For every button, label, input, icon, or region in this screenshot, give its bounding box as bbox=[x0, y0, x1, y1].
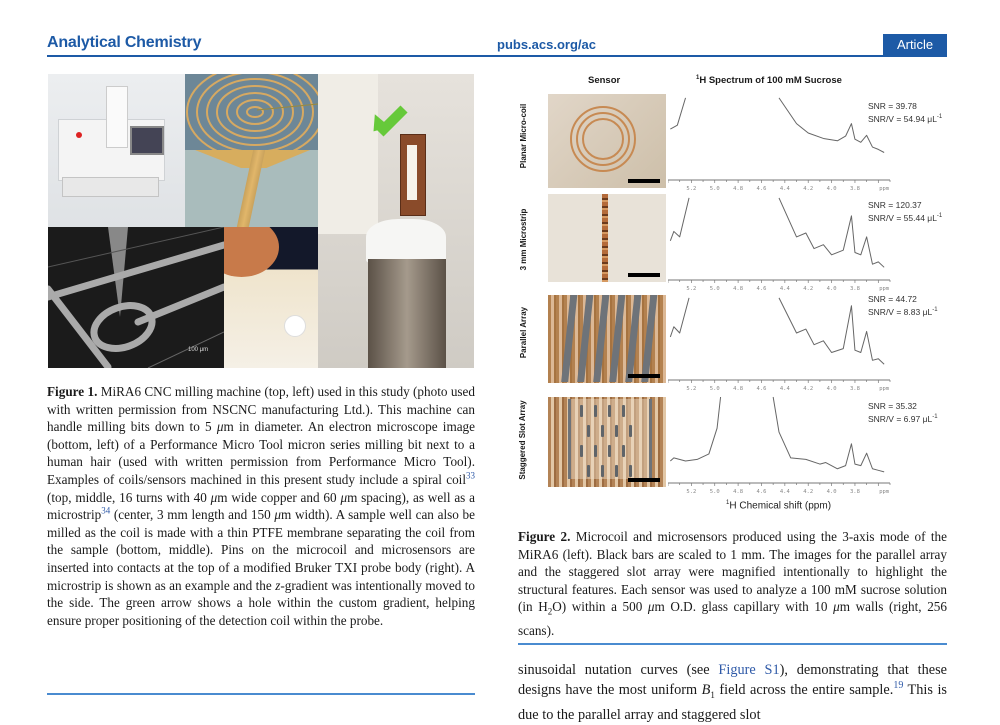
x-tick-label: 5.0 bbox=[709, 386, 720, 392]
figure2 bbox=[516, 70, 948, 520]
snrv-exponent: -1 bbox=[936, 213, 943, 219]
x-tick-label: 5.0 bbox=[709, 286, 720, 292]
x-tick-label: 3.8 bbox=[849, 186, 860, 192]
caption-mu: μ bbox=[274, 507, 281, 523]
snrv-exponent: -1 bbox=[936, 114, 943, 120]
spectrum-title-text: H Spectrum of 100 mM Sucrose bbox=[699, 75, 842, 87]
x-tick-label: 4.2 bbox=[803, 186, 814, 192]
figure1-image bbox=[48, 74, 474, 368]
row-label-parallel: Parallel Array bbox=[519, 306, 528, 359]
x-tick-label: 3.8 bbox=[849, 489, 860, 495]
snrv-exponent: -1 bbox=[932, 414, 938, 420]
sem-image bbox=[48, 227, 224, 368]
x-tick-label: 4.2 bbox=[803, 386, 814, 392]
figure2-rule bbox=[518, 643, 947, 645]
snr-value: SNR = 39.78 bbox=[868, 101, 917, 111]
body-text: sinusoidal nutation curves (see bbox=[518, 662, 719, 678]
snrv-value bbox=[868, 211, 942, 224]
journal-title[interactable]: Analytical Chemistry bbox=[47, 34, 202, 51]
snr-annotation-staggered bbox=[868, 401, 938, 425]
caption-text: (center, 3 mm length and 150 bbox=[110, 507, 275, 523]
b-field-symbol: B bbox=[701, 682, 711, 698]
snr-annotation-microstrip bbox=[868, 200, 942, 224]
snrv-exponent: -1 bbox=[932, 307, 938, 313]
caption-z: z bbox=[275, 577, 281, 593]
page-header bbox=[47, 34, 947, 56]
x-tick-label: 4.0 bbox=[826, 386, 837, 392]
body-text: ), demonstrating that these designs have the most uniform bbox=[518, 662, 947, 698]
reference-19-link[interactable]: 19 bbox=[893, 680, 904, 692]
row-label-staggered: Staggered Slot Array bbox=[518, 400, 527, 480]
caption-mu: μ bbox=[647, 599, 655, 615]
snrv-text: SNR/V = 54.94 μL bbox=[868, 113, 937, 124]
caption-mu: μ bbox=[833, 599, 840, 615]
x-axis-label-text: H Chemical shift (ppm) bbox=[729, 500, 832, 512]
scale-bar bbox=[628, 273, 660, 277]
body-text: This is due to the parallel array and staggered slot bbox=[518, 682, 947, 723]
x-tick-label: 4.4 bbox=[779, 489, 790, 495]
x-tick-label: 5.2 bbox=[686, 286, 697, 292]
spectrum-line-parallel-array bbox=[670, 298, 689, 337]
x-tick-label: 4.6 bbox=[756, 386, 767, 392]
figure1-caption bbox=[47, 383, 475, 629]
snrv-value bbox=[868, 412, 938, 425]
x-tick-label: 3.8 bbox=[849, 386, 860, 392]
x-tick-label: 4.6 bbox=[756, 286, 767, 292]
x-tick-label: 5.0 bbox=[709, 489, 720, 495]
subscript: 1 bbox=[710, 689, 715, 700]
x-tick-label: 4.6 bbox=[756, 186, 767, 192]
x-tick-label: 4.6 bbox=[756, 489, 767, 495]
caption-mu: μ bbox=[216, 419, 224, 435]
figure2-caption bbox=[518, 528, 947, 639]
x-tick-label: 4.8 bbox=[733, 286, 744, 292]
caption-text: m spacing), as well as a microstrip bbox=[47, 489, 475, 523]
x-tick-label: 4.0 bbox=[826, 489, 837, 495]
x-tick-label: 4.2 bbox=[803, 286, 814, 292]
snr-value: SNR = 44.72 bbox=[868, 294, 917, 304]
article-type-badge: Article bbox=[883, 34, 947, 55]
x-tick-label: 3.8 bbox=[849, 286, 860, 292]
figure1-label: Figure 1. bbox=[47, 384, 98, 399]
x-tick-label: 5.0 bbox=[709, 186, 720, 192]
snrv-text: SNR/V = 6.97 μL bbox=[868, 413, 933, 424]
scale-bar bbox=[628, 179, 660, 183]
journal-url[interactable]: pubs.acs.org/ac bbox=[497, 37, 596, 52]
caption-mu: μ bbox=[340, 489, 348, 505]
snrv-value bbox=[868, 112, 942, 125]
x-tick-label: 4.2 bbox=[803, 489, 814, 495]
snr-value: SNR = 35.32 bbox=[868, 401, 917, 411]
spectrum-line-3-mm-microstrip bbox=[670, 198, 689, 241]
x-tick-label: 4.4 bbox=[779, 186, 790, 192]
snrv-text: SNR/V = 8.83 μL bbox=[868, 306, 933, 317]
x-tick-label: 4.8 bbox=[733, 386, 744, 392]
caption-text: m wide copper and 60 bbox=[217, 489, 341, 505]
staggered-slot-image bbox=[548, 397, 666, 487]
sensor-column-title: Sensor bbox=[588, 75, 621, 86]
planar-microcoil-image bbox=[548, 94, 666, 188]
x-tick-label: 5.2 bbox=[686, 386, 697, 392]
figure-s1-link[interactable]: Figure S1 bbox=[718, 662, 780, 678]
x-tick-label: 4.4 bbox=[779, 286, 790, 292]
x-axis-label bbox=[726, 500, 831, 511]
reference-34-link[interactable]: 34 bbox=[101, 505, 111, 516]
spiral-coil-graphic bbox=[185, 74, 318, 150]
spectrum-line-planar-micro-coil bbox=[670, 98, 685, 129]
ptfe-membrane-photo bbox=[224, 227, 318, 368]
x-tick-label: 5.2 bbox=[686, 186, 697, 192]
caption-text: m walls (right, 256 scans). bbox=[518, 599, 947, 638]
x-tick-label: 4.8 bbox=[733, 186, 744, 192]
superscript: 1 bbox=[726, 500, 730, 506]
subscript: 2 bbox=[547, 607, 553, 618]
row-label-microstrip: 3 mm Microstrip bbox=[519, 208, 528, 271]
x-tick-label: 4.0 bbox=[826, 186, 837, 192]
scale-bar bbox=[628, 478, 660, 482]
snrv-value bbox=[868, 305, 938, 318]
reference-33-link[interactable]: 33 bbox=[466, 470, 475, 481]
x-tick-label: ppm bbox=[879, 186, 890, 192]
microstrip-image bbox=[548, 194, 666, 282]
x-tick-label: 4.0 bbox=[826, 286, 837, 292]
caption-text: m in diameter. An electron microscope image (bottom, left) of a Performance Micro Tool micron series milling bit next to a human hair (used with written permission from Performance Micro Tool). Examples of coils/sensors machined in this present study include a spiral coil bbox=[47, 419, 476, 487]
x-tick-label: ppm bbox=[879, 386, 890, 392]
parallel-array-image bbox=[548, 295, 666, 383]
caption-text: MiRA6 CNC milling machine (top, left) used in this study (photo used with written permission from NSCNC manufacturing Ltd.). This machine can handle milling bits down to 5 bbox=[47, 384, 476, 435]
snr-annotation-parallel bbox=[868, 294, 938, 318]
caption-text: -gradient was intentionally moved to the side. The green arrow shows a hole within the custom gradient, helping ensure proper positioning of the detection coil within the probe. bbox=[47, 577, 475, 628]
body-paragraph bbox=[518, 660, 947, 725]
cnc-machine-photo bbox=[48, 74, 185, 227]
caption-text: m width). A sample well can also be milled as the coil is made with a thin PTFE membrane separating the coil from the sample (bottom, middle). Pins on the microcoil and microsensors are inserted into contacts at the top of a modified Bruker TXI probe body (right). A microstrip is shown as an example and the bbox=[47, 507, 475, 593]
caption-text: (top, middle, 16 turns with 40 bbox=[47, 489, 211, 505]
figure2-label: Figure 2. bbox=[518, 529, 571, 544]
x-tick-label: 4.4 bbox=[779, 386, 790, 392]
spiral-coil-photo bbox=[185, 74, 318, 150]
trace-closeup-photo bbox=[185, 150, 318, 227]
caption-text: m O.D. glass capillary with 10 bbox=[654, 599, 834, 615]
x-tick-label: ppm bbox=[879, 489, 890, 495]
snrv-text: SNR/V = 55.44 μL bbox=[868, 212, 937, 223]
spectrum-line-staggered-slot-array bbox=[670, 397, 720, 461]
row-label-planar: Planar Micro-coil bbox=[519, 103, 528, 169]
body-text: field across the entire sample. bbox=[714, 682, 894, 698]
snr-annotation-planar bbox=[868, 101, 942, 125]
x-tick-label: 4.8 bbox=[733, 489, 744, 495]
superscript: 1 bbox=[696, 75, 700, 81]
figure1-rule bbox=[47, 693, 475, 695]
spectrum-column-title bbox=[696, 75, 842, 86]
probe-photo bbox=[318, 74, 474, 368]
x-tick-label: ppm bbox=[879, 286, 890, 292]
x-tick-label: 5.2 bbox=[686, 489, 697, 495]
scale-bar bbox=[628, 374, 660, 378]
caption-mu: μ bbox=[210, 489, 218, 505]
sem-scale-label: 100 μm bbox=[188, 347, 209, 353]
header-rule bbox=[47, 55, 947, 57]
snr-value: SNR = 120.37 bbox=[868, 200, 922, 210]
caption-text: O) within a 500 bbox=[552, 599, 648, 615]
caption-text: Microcoil and microsensors produced using the 3-axis mode of the MiRA6 (left). Black bars are scaled to 1 mm. The images for the parallel array and the staggered slot array were magnified intentionally to highlight the structural features. Each sensor was used to analyze a 100 mM sucrose solution (in H bbox=[518, 529, 947, 615]
